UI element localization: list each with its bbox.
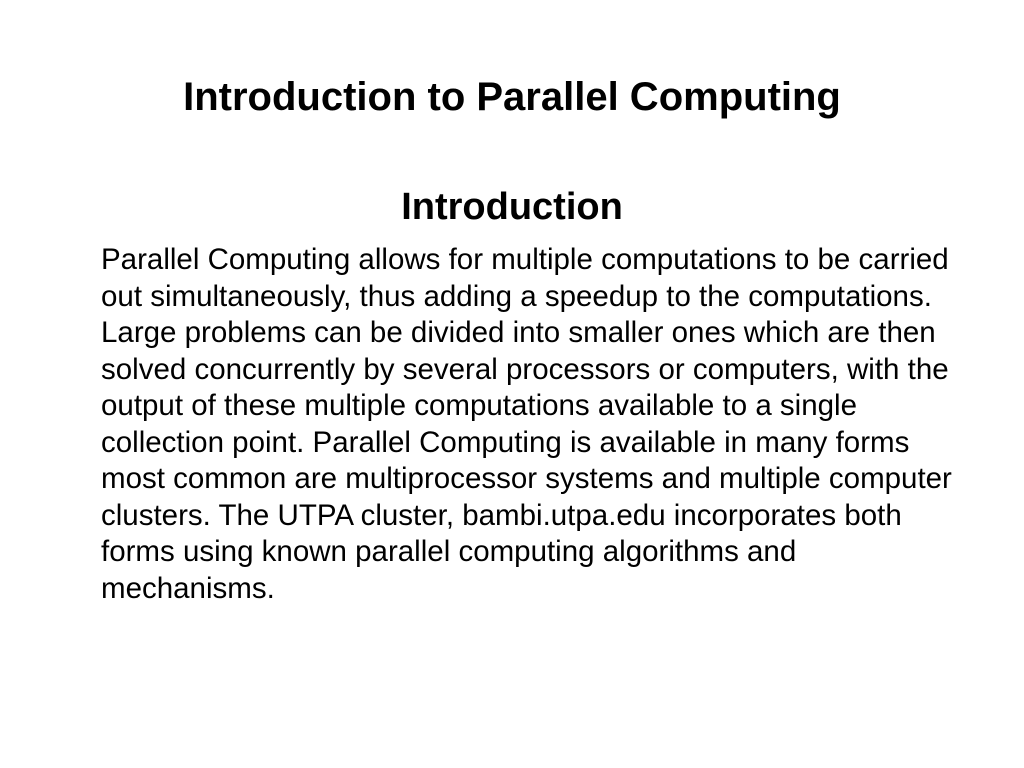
slide-title: Introduction to Parallel Computing (183, 75, 841, 119)
body-paragraph: Parallel Computing allows for multiple computations to be carried out simultaneously, thus adding a speedup to the computations. Large problems can be divided into smaller ones which are then solved concurrently by several processors or computers, with the output of these multiple computations available to a single collection point. Parallel Computing is available in many forms most common are multiprocessor systems and multiple computer clusters. The UTPA cluster, bambi.utpa.edu incorporates both forms using known parallel computing algorithms and mechanisms. (101, 243, 952, 605)
section-heading: Introduction (401, 186, 623, 228)
